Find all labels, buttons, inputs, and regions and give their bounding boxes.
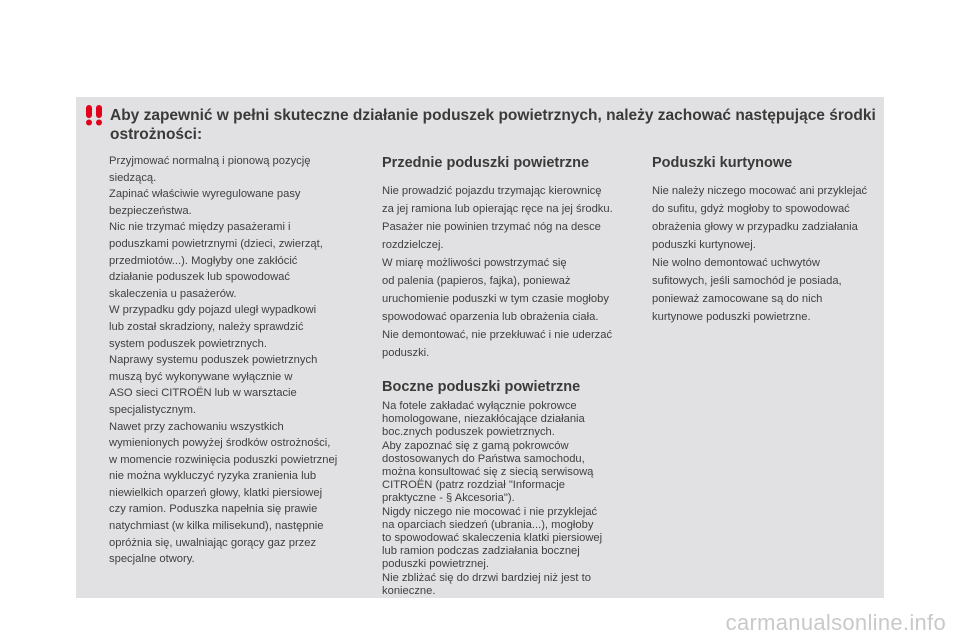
text-line: nie można wykluczyć ryzyka zranienia lub bbox=[109, 470, 317, 483]
text-line: Zapinać właściwie wyregulowane pasy bbox=[109, 188, 301, 201]
side-airbags-text bbox=[382, 400, 638, 598]
text-line: za jej ramiona lub opierając ręce na jej środku. bbox=[382, 203, 613, 215]
text-line: Naprawy systemu poduszek powietrznych bbox=[109, 354, 318, 367]
text-line: poduszki powietrznej. bbox=[382, 558, 489, 571]
text-line: specjalistycznym. bbox=[109, 403, 197, 416]
text-line: Nie prowadzić pojazdu trzymając kierownicę bbox=[382, 185, 602, 197]
text-line: to spowodować skaleczenia klatki piersiowej bbox=[382, 532, 603, 545]
text-line: przedmiotów...). Mogłyby one zakłócić bbox=[109, 254, 298, 267]
text-line: poduszki kurtynowej. bbox=[652, 239, 756, 251]
text-line: lub ramion podczas zadziałania bocznej bbox=[382, 545, 580, 558]
text-line: lub został skradziony, należy sprawdzić bbox=[109, 320, 304, 333]
text-line: sufitowych, jeśli samochód je posiada, bbox=[652, 275, 842, 287]
text-line: muszą być wykonywane wyłącznie w bbox=[109, 370, 293, 383]
text-line: skaleczenia u pasażerów. bbox=[109, 287, 237, 300]
text-line: opróżnia się, uwalniając gorący gaz przez bbox=[109, 536, 317, 549]
text-line: Nigdy niczego nie mocować i nie przyklejać bbox=[382, 505, 598, 518]
text-line: konieczne. bbox=[382, 584, 436, 597]
front-side-column bbox=[382, 154, 638, 598]
page-heading: Aby zapewnić w pełni skuteczne działanie poduszek powietrznych, należy zachować następujące środki ostrożności: bbox=[110, 107, 876, 143]
side-airbags-title: Boczne poduszki powietrzne bbox=[382, 379, 581, 395]
curtain-airbags-text bbox=[652, 182, 884, 326]
text-line: od palenia (papieros, fajka), ponieważ bbox=[382, 275, 571, 287]
watermark: carmanualsonline.info bbox=[725, 610, 946, 635]
curtain-column bbox=[652, 154, 884, 326]
text-line: obrażenia głowy w przypadku zadziałania bbox=[652, 221, 858, 233]
text-line: CITROËN (patrz rozdział "Informacje bbox=[382, 479, 566, 492]
text-line: wymienionych powyżej środków ostrożności, bbox=[109, 437, 331, 450]
text-line: poduszki. bbox=[382, 347, 430, 359]
warning-exclamation-icon bbox=[84, 104, 104, 126]
text-line: niewielkich oparzeń głowy, klatki piersiowej bbox=[109, 486, 323, 499]
text-line: rozdzielczej. bbox=[382, 239, 444, 251]
text-line: uruchomienie poduszki w tym czasie mogłoby bbox=[382, 293, 609, 305]
text-line: kurtynowe poduszki powietrzne. bbox=[652, 311, 811, 323]
text-line: poduszkami powietrznymi (dzieci, zwierząt, bbox=[109, 237, 323, 250]
text-line: W przypadku gdy pojazd uległ wypadkowi bbox=[109, 304, 317, 317]
text-line: spowodować oparzenia lub obrażenia ciała. bbox=[382, 311, 599, 323]
text-line: siedzącą. bbox=[109, 171, 157, 184]
front-airbags-title: Przednie poduszki powietrzne bbox=[382, 155, 590, 171]
text-line: praktyczne - § Akcesoria"). bbox=[382, 492, 515, 505]
text-line: w momencie rozwinięcia poduszki powietrznej bbox=[109, 453, 338, 466]
text-line: bezpieczeństwa. bbox=[109, 204, 192, 217]
front-airbags-text bbox=[382, 182, 638, 362]
text-line: Pasażer nie powinien trzymać nóg na desce bbox=[382, 221, 601, 233]
text-line: Nie należy niczego mocować ani przyklejać bbox=[652, 185, 868, 197]
text-line: Aby zapoznać się z gamą pokrowców bbox=[382, 439, 569, 452]
text-line: ASO sieci CITROËN lub w warsztacie bbox=[109, 387, 297, 400]
text-line: Nie wolno demontować uchwytów bbox=[652, 257, 820, 269]
text-line: system poduszek powietrznych. bbox=[109, 337, 267, 350]
general-precautions bbox=[109, 153, 363, 568]
text-line: działanie poduszek lub spowodować bbox=[109, 271, 290, 284]
text-line: ponieważ zamocowane są do nich bbox=[652, 293, 823, 305]
text-line: boc.znych poduszek powietrznych. bbox=[382, 426, 555, 439]
text-line: dostosowanych do Państwa samochodu, bbox=[382, 452, 585, 465]
general-text bbox=[109, 153, 363, 568]
text-line: Nawet przy zachowaniu wszystkich bbox=[109, 420, 284, 433]
text-line: czy ramion. Poduszka napełnia się prawie bbox=[109, 503, 318, 516]
text-line: na oparciach siedzeń (ubrania...), mogłoby bbox=[382, 518, 594, 531]
text-line: do sufitu, gdyż mogłoby to spowodować bbox=[652, 203, 850, 215]
text-line: Przyjmować normalną i pionową pozycję bbox=[109, 155, 311, 167]
text-line: Na fotele zakładać wyłącznie pokrowce bbox=[382, 400, 577, 412]
text-line: W miarę możliwości powstrzymać się bbox=[382, 257, 567, 269]
text-line: Nic nie trzymać między pasażerami i bbox=[109, 221, 291, 234]
text-line: można konsultować się z siecią serwisową bbox=[382, 466, 594, 479]
text-line: specjalne otwory. bbox=[109, 553, 195, 566]
text-line: homologowane, niezakłócające działania bbox=[382, 413, 585, 426]
text-line: natychmiast (w kilka milisekund), następnie bbox=[109, 520, 324, 533]
text-line: Nie zbliżać się do drzwi bardziej niż jest to bbox=[382, 571, 591, 584]
curtain-airbags-title: Poduszki kurtynowe bbox=[652, 155, 793, 171]
text-line: Nie demontować, nie przekłuwać i nie uderzać bbox=[382, 329, 613, 341]
